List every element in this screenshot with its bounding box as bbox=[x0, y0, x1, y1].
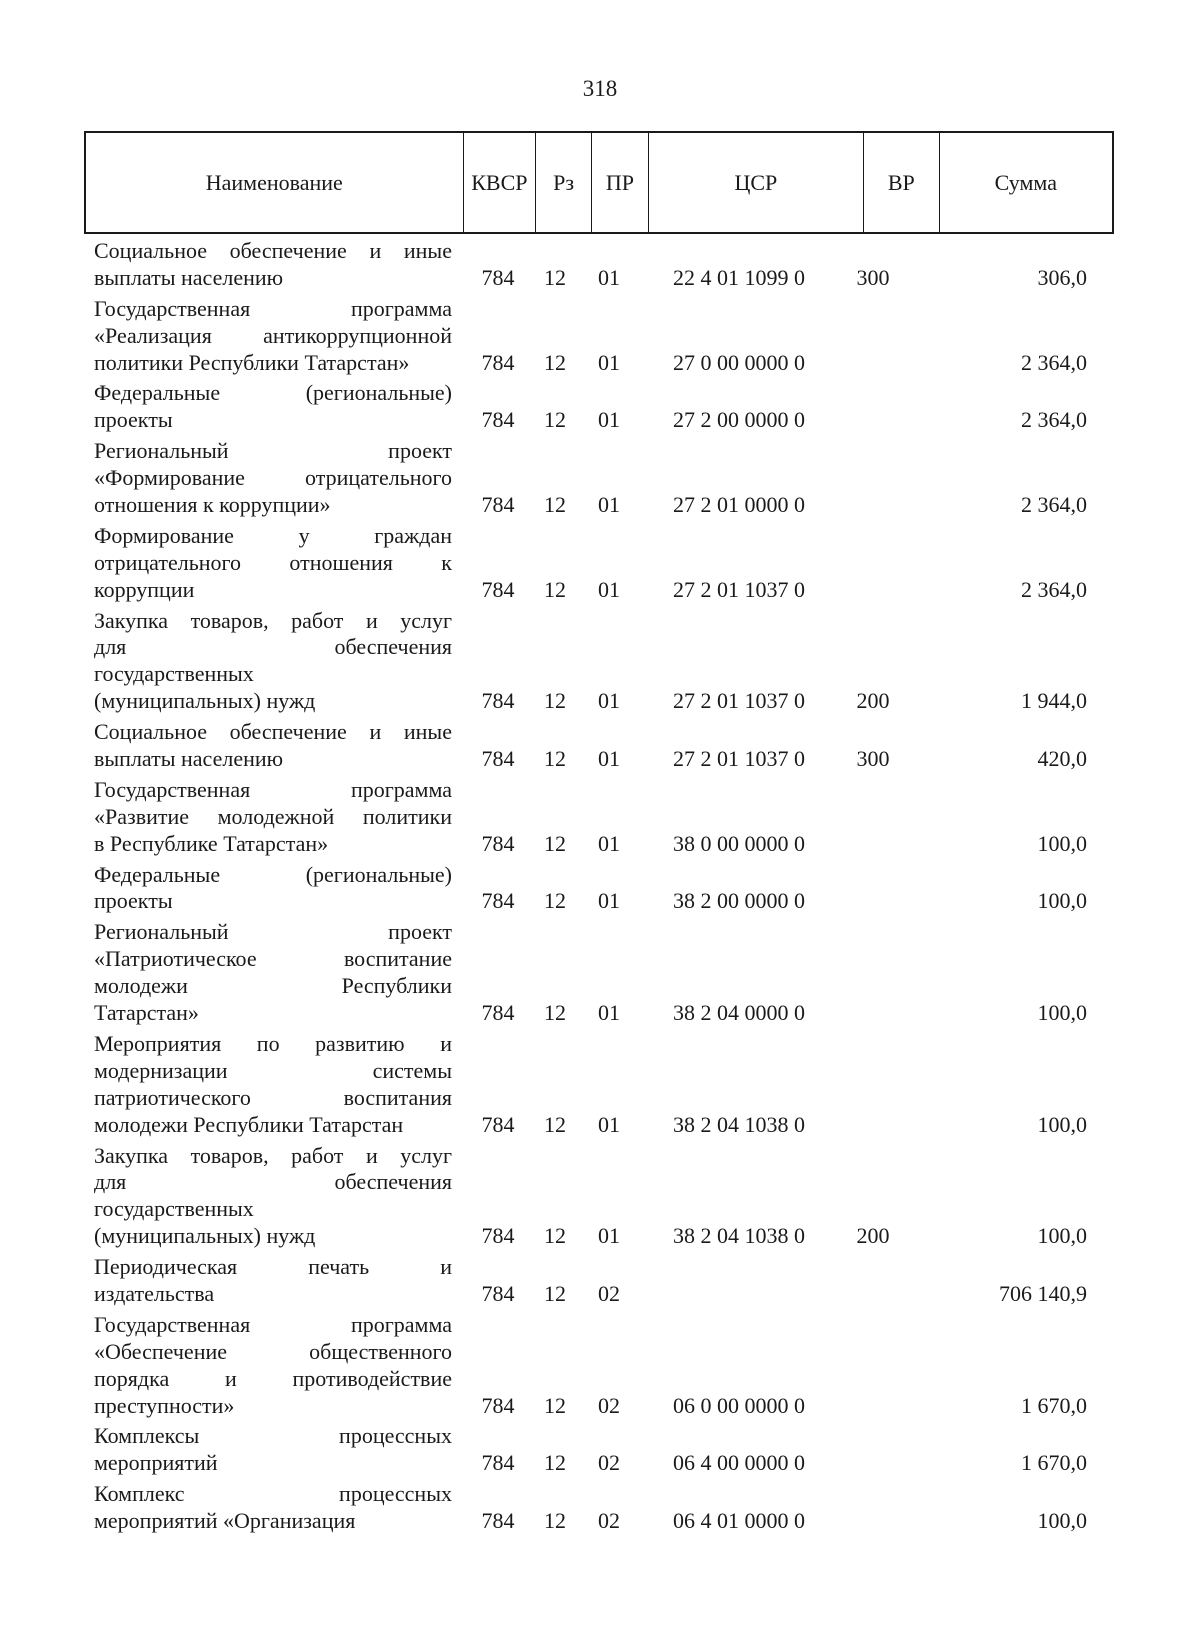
table-row bbox=[94, 777, 1134, 858]
row-name-line: Периодическая печать и bbox=[94, 1254, 452, 1280]
cell-sum: 1 670,0 bbox=[1021, 1450, 1087, 1476]
row-name-line: Закупка товаров, работ и услуг bbox=[94, 607, 452, 633]
cell-sum: 100,0 bbox=[1037, 830, 1087, 856]
row-name-line: для обеспечения bbox=[94, 1169, 452, 1195]
cell-vr: 200 bbox=[856, 688, 890, 714]
cell-rz: 12 bbox=[544, 1508, 566, 1534]
cell-rz: 12 bbox=[544, 492, 566, 518]
row-name-line: Формирование у граждан bbox=[94, 522, 452, 548]
row-name-line: (муниципальных) нужд bbox=[94, 688, 316, 714]
cell-csr: 38 2 00 0000 0 bbox=[673, 888, 805, 914]
cell-kvsr: 784 bbox=[481, 1111, 515, 1137]
cell-kvsr: 784 bbox=[481, 492, 515, 518]
table-row bbox=[94, 523, 1134, 604]
cell-rz: 12 bbox=[544, 746, 566, 772]
row-name-line: модернизации системы bbox=[94, 1057, 452, 1083]
cell-rz: 12 bbox=[544, 407, 566, 433]
row-name-line: Региональный проект bbox=[94, 438, 452, 464]
cell-sum: 2 364,0 bbox=[1021, 349, 1087, 375]
cell-csr: 27 2 01 1037 0 bbox=[673, 746, 805, 772]
cell-csr: 06 4 01 0000 0 bbox=[673, 1508, 805, 1534]
cell-pr: 02 bbox=[598, 1450, 620, 1476]
cell-pr: 01 bbox=[598, 1000, 620, 1026]
row-name-line: для обеспечения bbox=[94, 634, 452, 660]
cell-pr: 01 bbox=[598, 407, 620, 433]
cell-csr: 27 2 00 0000 0 bbox=[673, 407, 805, 433]
cell-sum: 100,0 bbox=[1037, 1000, 1087, 1026]
row-name-line: отрицательного отношения к bbox=[94, 549, 452, 575]
table-row bbox=[94, 1143, 1134, 1251]
row-name-line: Закупка товаров, работ и услуг bbox=[94, 1142, 452, 1168]
cell-kvsr: 784 bbox=[481, 1392, 515, 1418]
table-row bbox=[94, 1423, 1134, 1477]
row-name-line: государственных bbox=[94, 1196, 254, 1222]
cell-kvsr: 784 bbox=[481, 1280, 515, 1306]
row-name-line: Комплексы процессных bbox=[94, 1423, 452, 1449]
row-name-line: государственных bbox=[94, 661, 254, 687]
cell-sum: 100,0 bbox=[1037, 888, 1087, 914]
row-name-line: Татарстан» bbox=[94, 1000, 199, 1026]
row-values bbox=[94, 1393, 1134, 1420]
row-name-line: мероприятий «Организация bbox=[94, 1508, 356, 1534]
row-values bbox=[94, 746, 1134, 773]
header-csr: ЦСР bbox=[649, 133, 864, 232]
cell-rz: 12 bbox=[544, 1223, 566, 1249]
cell-sum: 1 944,0 bbox=[1021, 688, 1087, 714]
cell-kvsr: 784 bbox=[481, 1000, 515, 1026]
row-name-line: коррупции bbox=[94, 576, 195, 602]
row-name-line: Федеральные (региональные) bbox=[94, 861, 452, 887]
row-name-line: «Обеспечение общественного bbox=[94, 1338, 452, 1364]
cell-pr: 01 bbox=[598, 830, 620, 856]
row-name-line: проекты bbox=[94, 888, 173, 914]
cell-rz: 12 bbox=[544, 1111, 566, 1137]
row-values bbox=[94, 1223, 1134, 1250]
cell-pr: 01 bbox=[598, 492, 620, 518]
cell-rz: 12 bbox=[544, 1280, 566, 1306]
cell-csr: 27 0 00 0000 0 bbox=[673, 349, 805, 375]
page-number: 318 bbox=[582, 76, 618, 101]
cell-rz: 12 bbox=[544, 576, 566, 602]
cell-rz: 12 bbox=[544, 1450, 566, 1476]
row-name-line: Федеральные (региональные) bbox=[94, 380, 452, 406]
cell-rz: 12 bbox=[544, 349, 566, 375]
cell-pr: 02 bbox=[598, 1508, 620, 1534]
row-name-line: Социальное обеспечение и иные bbox=[94, 238, 452, 263]
cell-vr: 200 bbox=[856, 1223, 890, 1249]
cell-csr: 06 0 00 0000 0 bbox=[673, 1392, 805, 1418]
cell-csr: 22 4 01 1099 0 bbox=[673, 264, 805, 290]
row-values bbox=[94, 688, 1134, 715]
cell-kvsr: 784 bbox=[481, 888, 515, 914]
row-values bbox=[94, 265, 1134, 292]
row-name-line: Государственная программа bbox=[94, 1311, 452, 1337]
table-row bbox=[94, 608, 1134, 716]
row-name-line: Региональный проект bbox=[94, 919, 452, 945]
cell-kvsr: 784 bbox=[481, 264, 515, 290]
row-values bbox=[94, 350, 1134, 377]
cell-csr: 38 2 04 1038 0 bbox=[673, 1223, 805, 1249]
row-name-line: Государственная программа bbox=[94, 776, 452, 802]
cell-kvsr: 784 bbox=[481, 349, 515, 375]
row-values bbox=[94, 1000, 1134, 1027]
cell-csr: 38 2 04 0000 0 bbox=[673, 1000, 805, 1026]
row-name-line: в Республике Татарстан» bbox=[94, 830, 329, 856]
cell-pr: 01 bbox=[598, 888, 620, 914]
cell-rz: 12 bbox=[544, 888, 566, 914]
table-row bbox=[94, 1031, 1134, 1139]
table-header bbox=[84, 131, 1114, 234]
row-name-line: «Формирование отрицательного bbox=[94, 465, 452, 491]
table-row bbox=[94, 919, 1134, 1027]
cell-kvsr: 784 bbox=[481, 407, 515, 433]
table-row bbox=[94, 296, 1134, 377]
cell-kvsr: 784 bbox=[481, 1450, 515, 1476]
cell-pr: 01 bbox=[598, 746, 620, 772]
row-name-line: Государственная программа bbox=[94, 295, 452, 321]
cell-rz: 12 bbox=[544, 1392, 566, 1418]
cell-csr: 06 4 00 0000 0 bbox=[673, 1450, 805, 1476]
cell-sum: 420,0 bbox=[1037, 746, 1087, 772]
table-body bbox=[94, 238, 1134, 1535]
cell-kvsr: 784 bbox=[481, 1223, 515, 1249]
cell-pr: 02 bbox=[598, 1392, 620, 1418]
row-name-line: порядка и противодействие bbox=[94, 1365, 452, 1391]
row-values bbox=[94, 1281, 1134, 1308]
row-name-line: (муниципальных) нужд bbox=[94, 1223, 316, 1249]
header-rz: Рз bbox=[536, 133, 592, 232]
row-name-line: «Развитие молодежной политики bbox=[94, 803, 452, 829]
cell-csr: 38 0 00 0000 0 bbox=[673, 830, 805, 856]
cell-csr: 27 2 01 1037 0 bbox=[673, 576, 805, 602]
row-values bbox=[94, 831, 1134, 858]
row-name-line: мероприятий bbox=[94, 1450, 218, 1476]
row-values bbox=[94, 1450, 1134, 1477]
cell-csr: 27 2 01 0000 0 bbox=[673, 492, 805, 518]
cell-pr: 01 bbox=[598, 688, 620, 714]
row-values bbox=[94, 1112, 1134, 1139]
table-row bbox=[94, 380, 1134, 434]
row-name-line: выплаты населению bbox=[94, 264, 284, 290]
row-name-line: Мероприятия по развитию и bbox=[94, 1030, 452, 1056]
row-name-line: патриотического воспитания bbox=[94, 1084, 452, 1110]
cell-sum: 100,0 bbox=[1037, 1111, 1087, 1137]
cell-pr: 01 bbox=[598, 1111, 620, 1137]
row-values bbox=[94, 492, 1134, 519]
table-row bbox=[94, 1254, 1134, 1308]
cell-rz: 12 bbox=[544, 264, 566, 290]
row-name-line: «Патриотическое воспитание bbox=[94, 946, 452, 972]
table-row bbox=[94, 1312, 1134, 1420]
row-name-line: выплаты населению bbox=[94, 746, 284, 772]
cell-kvsr: 784 bbox=[481, 1508, 515, 1534]
cell-sum: 100,0 bbox=[1037, 1223, 1087, 1249]
row-name-line: проекты bbox=[94, 407, 173, 433]
row-values bbox=[94, 577, 1134, 604]
cell-sum: 2 364,0 bbox=[1021, 576, 1087, 602]
cell-kvsr: 784 bbox=[481, 688, 515, 714]
cell-pr: 01 bbox=[598, 264, 620, 290]
table-row bbox=[94, 719, 1134, 773]
cell-sum: 2 364,0 bbox=[1021, 492, 1087, 518]
cell-vr: 300 bbox=[856, 264, 890, 290]
row-name-line: отношения к коррупции» bbox=[94, 492, 331, 518]
row-name-line: преступности» bbox=[94, 1392, 235, 1418]
cell-sum: 306,0 bbox=[1037, 264, 1087, 290]
cell-csr: 38 2 04 1038 0 bbox=[673, 1111, 805, 1137]
row-name-line: Социальное обеспечение и иные bbox=[94, 719, 452, 745]
cell-vr: 300 bbox=[856, 746, 890, 772]
row-name-line: Комплекс процессных bbox=[94, 1481, 452, 1507]
cell-sum: 2 364,0 bbox=[1021, 407, 1087, 433]
row-values bbox=[94, 1508, 1134, 1535]
row-name-line: издательства bbox=[94, 1280, 215, 1306]
header-vr: ВР bbox=[864, 133, 940, 232]
cell-rz: 12 bbox=[544, 688, 566, 714]
row-name-line: молодежи Республики Татарстан bbox=[94, 1111, 404, 1137]
cell-kvsr: 784 bbox=[481, 830, 515, 856]
cell-kvsr: 784 bbox=[481, 576, 515, 602]
cell-kvsr: 784 bbox=[481, 746, 515, 772]
cell-pr: 01 bbox=[598, 349, 620, 375]
header-pr: ПР bbox=[592, 133, 649, 232]
table-row bbox=[94, 238, 1134, 292]
cell-pr: 01 bbox=[598, 576, 620, 602]
row-name-line: политики Республики Татарстан» bbox=[94, 349, 410, 375]
cell-pr: 01 bbox=[598, 1223, 620, 1249]
table-row bbox=[94, 438, 1134, 519]
row-values bbox=[94, 407, 1134, 434]
cell-sum: 706 140,9 bbox=[999, 1280, 1087, 1306]
cell-rz: 12 bbox=[544, 1000, 566, 1026]
header-sum: Сумма bbox=[994, 169, 1057, 195]
row-values bbox=[94, 888, 1134, 915]
header-name: Наименование bbox=[86, 133, 464, 232]
cell-csr: 27 2 01 1037 0 bbox=[673, 688, 805, 714]
cell-sum: 1 670,0 bbox=[1021, 1392, 1087, 1418]
table-row bbox=[94, 1481, 1134, 1535]
row-name-line: «Реализация антикоррупционной bbox=[94, 322, 452, 348]
row-name-line: молодежи Республики bbox=[94, 973, 452, 999]
header-kvsr: КВСР bbox=[464, 133, 537, 232]
cell-sum: 100,0 bbox=[1037, 1508, 1087, 1534]
table-row bbox=[94, 862, 1134, 916]
cell-rz: 12 bbox=[544, 830, 566, 856]
cell-pr: 02 bbox=[598, 1280, 620, 1306]
